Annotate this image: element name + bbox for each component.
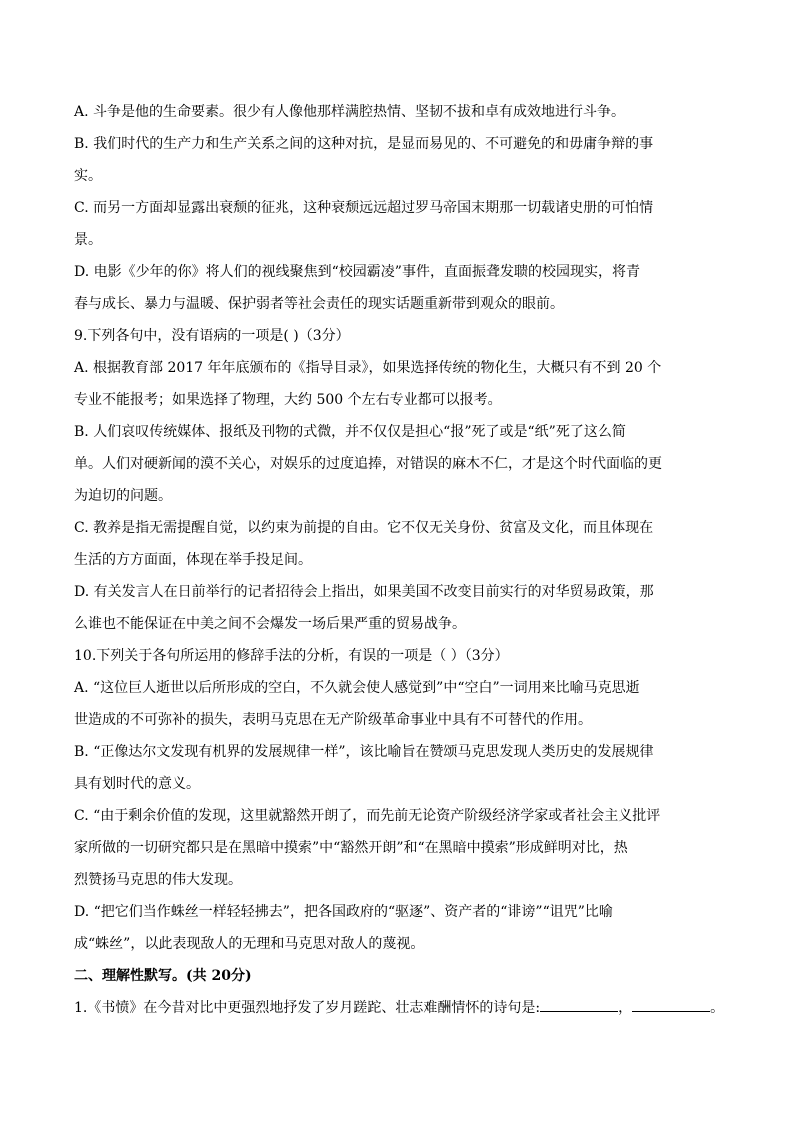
text-line: 实。	[74, 168, 102, 184]
text-line: B. “正像达尔文发现有机界的发展规律一样”，该比喻旨在赞颂马克思发现人类历史的发展规律	[74, 744, 654, 760]
question-1-end: 。	[710, 1000, 725, 1016]
text-line: 家所做的一切研究都只是在黑暗中摸索”中“豁然开朗”和“在黑暗中摸索”形成鲜明对比，热	[74, 840, 628, 856]
text-line: C. “由于剩余价值的发现，这里就豁然开朗了，而先前无论资产阶级经济学家或者社会主义批评	[74, 808, 661, 824]
question-1-separator: ，	[618, 1000, 633, 1016]
text-line: 专业不能报考；如果选择了物理，大约 500 个左右专业都可以报考。	[74, 392, 502, 408]
answer-blank-2[interactable]	[632, 997, 710, 1012]
text-line: 9.下列各句中，没有语病的一项是( )（3分）	[74, 328, 350, 344]
text-line: 生活的方方面面，体现在举手投足间。	[74, 552, 312, 568]
text-line: B. 我们时代的生产力和生产关系之间的这种对抗，是显而易见的、不可避免的和毋庸争辩的事	[74, 136, 654, 152]
text-line: A. 斗争是他的生命要素。很少有人像他那样满腔热情、坚韧不拔和卓有成效地进行斗争。	[74, 104, 626, 120]
text-line: 么谁也不能保证在中美之间不会爆发一场后果严重的贸易战争。	[74, 616, 466, 632]
text-line: C. 教养是指无需提醒自觉，以约束为前提的自由。它不仅无关身份、贫富及文化，而且体现在	[74, 520, 654, 536]
text-line: 春与成长、暴力与温暖、保护弱者等社会责任的现实话题重新带到观众的眼前。	[74, 296, 564, 312]
text-line: 景。	[74, 232, 102, 248]
section-heading: 二、理解性默写。(共 20分)	[74, 968, 252, 984]
document-page	[74, 96, 725, 1024]
question-text-block	[74, 96, 722, 960]
text-line: C. 而另一方面却显露出衰颓的征兆，这种衰颓远远超过罗马帝国末期那一切载诸史册的可怕情	[74, 200, 654, 216]
text-line: 烈赞扬马克思的伟大发现。	[74, 872, 242, 888]
text-line: 具有划时代的意义。	[74, 776, 200, 792]
text-line: A. “这位巨人逝世以后所形成的空白，不久就会使人感觉到”中“空白”一词用来比喻马克思逝	[74, 680, 640, 696]
text-line: 成“蛛丝”，以此表现敌人的无理和马克思对敌人的蔑视。	[74, 936, 425, 952]
text-line: 单。人们对硬新闻的漠不关心，对娱乐的过度追捧，对错误的麻木不仁，才是这个时代面临的更	[74, 456, 662, 472]
text-line: D. 电影《少年的你》将人们的视线聚焦到“校园霸凌”事件，直面振聋发聩的校园现实，将青	[74, 264, 640, 280]
text-line: 世造成的不可弥补的损失，表明马克思在无产阶级革命事业中具有不可替代的作用。	[74, 712, 592, 728]
text-line: A. 根据教育部 2017 年年底颁布的《指导目录》，如果选择传统的物化生，大概只有不到 20 个	[74, 360, 662, 376]
text-line: 10.下列关于各句所运用的修辞手法的分析，有误的一项是（ ）（3分）	[74, 648, 509, 664]
text-line: 为迫切的问题。	[74, 488, 172, 504]
text-line: B. 人们哀叹传统媒体、报纸及刊物的式微，并不仅仅是担心“报”死了或是“纸”死了这么简	[74, 424, 626, 440]
question-1-text: 1.《书愤》在今昔对比中更强烈地抒发了岁月蹉跎、壮志难酬情怀的诗句是:	[74, 1000, 541, 1016]
question-1	[74, 992, 725, 1024]
text-line: D. “把它们当作蛛丝一样轻轻拂去”，把各国政府的“驱逐”、资产者的“诽谤”“诅咒”比喻	[74, 904, 613, 920]
text-line: D. 有关发言人在日前举行的记者招待会上指出，如果美国不改变目前实行的对华贸易政策，那	[74, 584, 654, 600]
answer-blank-1[interactable]	[540, 997, 618, 1012]
